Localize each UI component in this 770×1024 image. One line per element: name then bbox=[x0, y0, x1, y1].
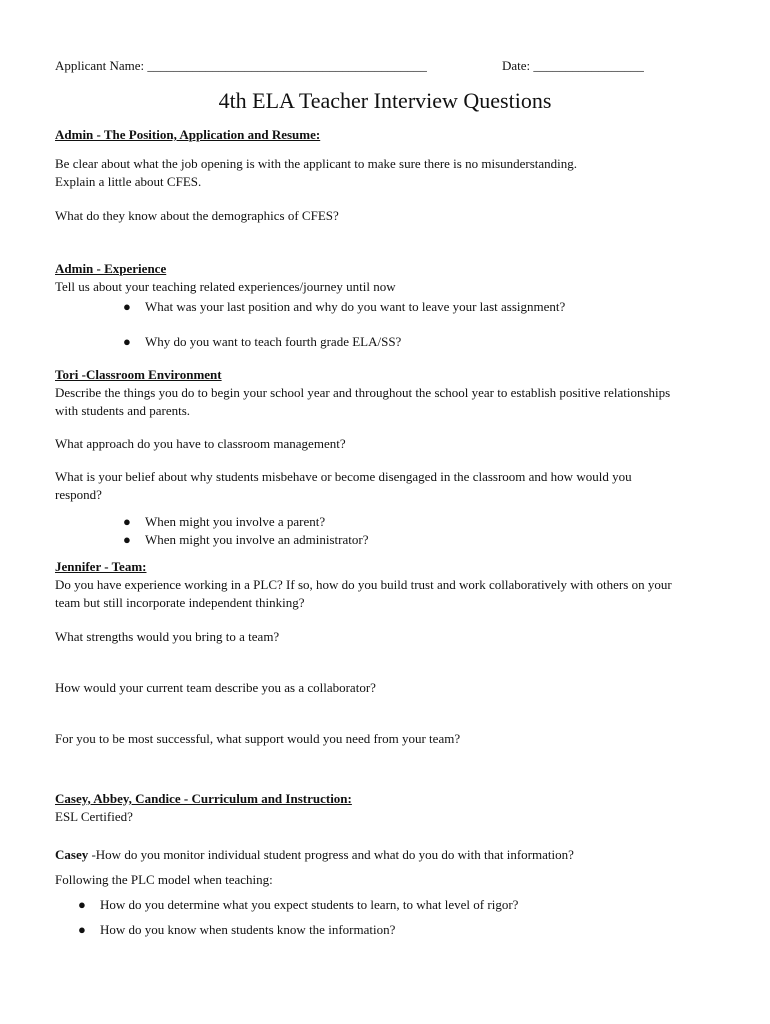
bullet-icon: ● bbox=[123, 299, 131, 314]
list-item bbox=[123, 333, 401, 351]
page-title: 4th ELA Teacher Interview Questions bbox=[218, 88, 552, 113]
paragraph bbox=[55, 846, 574, 864]
bullet-icon: ● bbox=[123, 514, 131, 529]
paragraph: with students and parents. bbox=[55, 403, 191, 418]
list-item-text: When might you involve a parent? bbox=[145, 514, 326, 529]
date-label: Date: _________________ bbox=[502, 58, 644, 73]
list-item-text: Why do you want to teach fourth grade ELA/SS? bbox=[145, 334, 402, 349]
bullet-icon: ● bbox=[123, 532, 131, 547]
list-item bbox=[123, 513, 325, 531]
applicant-name-field bbox=[55, 57, 427, 75]
section-heading-classroom: Tori -Classroom Environment bbox=[55, 367, 222, 382]
list-item bbox=[78, 896, 518, 914]
list-item-text: How do you know when students know the information? bbox=[100, 922, 396, 937]
paragraph: respond? bbox=[55, 487, 102, 502]
section-heading-experience: Admin - Experience bbox=[55, 261, 167, 276]
paragraph: What do they know about the demographics of CFES? bbox=[55, 208, 339, 223]
bullet-icon: ● bbox=[78, 922, 86, 937]
paragraph: Following the PLC model when teaching: bbox=[55, 872, 273, 887]
list-item bbox=[123, 531, 368, 549]
section-heading-team: Jennifer - Team: bbox=[55, 559, 147, 574]
paragraph: team but still incorporate independent thinking? bbox=[55, 595, 305, 610]
list-item-text: What was your last position and why do you want to leave your last assignment? bbox=[145, 299, 566, 314]
paragraph: What approach do you have to classroom management? bbox=[55, 436, 346, 451]
list-item bbox=[123, 298, 565, 316]
paragraph: For you to be most successful, what support would you need from your team? bbox=[55, 731, 461, 746]
paragraph: What is your belief about why students misbehave or become disengaged in the classroom and how would you bbox=[55, 469, 632, 484]
section-heading-position: Admin - The Position, Application and Resume: bbox=[55, 127, 321, 142]
paragraph: What strengths would you bring to a team? bbox=[55, 629, 280, 644]
paragraph: Explain a little about CFES. bbox=[55, 174, 202, 189]
list-item-text: When might you involve an administrator? bbox=[145, 532, 369, 547]
bullet-icon: ● bbox=[123, 334, 131, 349]
paragraph-text: -How do you monitor individual student progress and what do you do with that information? bbox=[88, 847, 574, 862]
paragraph: How would your current team describe you as a collaborator? bbox=[55, 680, 376, 695]
paragraph: Be clear about what the job opening is with the applicant to make sure there is no misunderstanding. bbox=[55, 156, 578, 171]
date-field bbox=[502, 57, 644, 75]
bullet-icon: ● bbox=[78, 897, 86, 912]
paragraph: Tell us about your teaching related experiences/journey until now bbox=[55, 279, 396, 294]
paragraph: ESL Certified? bbox=[55, 809, 133, 824]
interviewer-name: Casey bbox=[55, 847, 89, 862]
paragraph: Do you have experience working in a PLC? If so, how do you build trust and work collaboratively with others on your bbox=[55, 577, 672, 592]
section-heading-curriculum: Casey, Abbey, Candice - Curriculum and Instruction: bbox=[55, 791, 352, 806]
paragraph: Describe the things you do to begin your school year and throughout the school year to establish positive relationships bbox=[55, 385, 671, 400]
list-item bbox=[78, 921, 395, 939]
list-item-text: How do you determine what you expect students to learn, to what level of rigor? bbox=[100, 897, 519, 912]
applicant-name-label: Applicant Name: ___________________________________________ bbox=[55, 58, 427, 73]
